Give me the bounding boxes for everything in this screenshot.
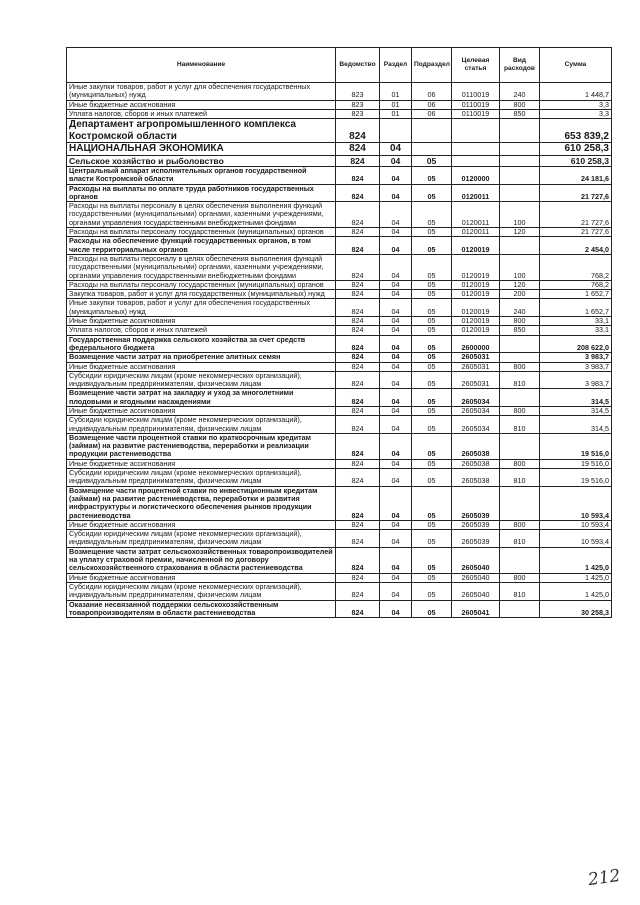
cell-type: 100 <box>500 202 540 228</box>
cell-dept: 824 <box>336 335 380 353</box>
cell-sub: 05 <box>412 317 452 326</box>
cell-sec: 04 <box>380 143 412 156</box>
cell-sum: 30 258,3 <box>540 600 612 618</box>
cell-type: 810 <box>500 416 540 434</box>
cell-name: Сельское хозяйство и рыболовство <box>67 155 336 166</box>
table-row <box>67 335 612 353</box>
cell-sub: 05 <box>412 416 452 434</box>
cell-sub: 05 <box>412 433 452 459</box>
table-row <box>67 469 612 487</box>
cell-sec: 04 <box>380 155 412 166</box>
cell-type: 200 <box>500 290 540 299</box>
cell-dept: 824 <box>336 353 380 362</box>
cell-target: 0110019 <box>452 109 500 118</box>
cell-type: 120 <box>500 280 540 289</box>
cell-target: 0120019 <box>452 290 500 299</box>
cell-dept: 824 <box>336 547 380 573</box>
table-row <box>67 184 612 202</box>
cell-name: Иные закупки товаров, работ и услуг для обеспечения государственных (муниципальных) нужд <box>67 299 336 317</box>
cell-sec: 04 <box>380 371 412 389</box>
table-row <box>67 83 612 101</box>
cell-target: 0120019 <box>452 237 500 255</box>
cell-target: 2605040 <box>452 573 500 582</box>
cell-target: 0110019 <box>452 100 500 109</box>
cell-sum: 21 727,6 <box>540 202 612 228</box>
cell-sub: 05 <box>412 254 452 280</box>
cell-name: Иные закупки товаров, работ и услуг для обеспечения государственных (муниципальных) нужд <box>67 83 336 101</box>
cell-type: 240 <box>500 83 540 101</box>
cell-target: 2605038 <box>452 459 500 468</box>
cell-sum: 1 652,7 <box>540 299 612 317</box>
cell-type <box>500 547 540 573</box>
cell-dept: 824 <box>336 119 380 143</box>
cell-target <box>452 119 500 143</box>
cell-dept: 824 <box>336 228 380 237</box>
cell-sum: 610 258,3 <box>540 143 612 156</box>
cell-name: Иные бюджетные ассигнования <box>67 362 336 371</box>
cell-sec: 01 <box>380 83 412 101</box>
cell-sec: 04 <box>380 406 412 415</box>
cell-sec: 04 <box>380 469 412 487</box>
cell-dept: 824 <box>336 143 380 156</box>
table-row <box>67 582 612 600</box>
cell-sec: 01 <box>380 100 412 109</box>
cell-sub: 05 <box>412 469 452 487</box>
cell-target: 0120019 <box>452 254 500 280</box>
cell-dept: 824 <box>336 317 380 326</box>
cell-sub: 05 <box>412 362 452 371</box>
cell-sec: 04 <box>380 362 412 371</box>
cell-target: 2605039 <box>452 530 500 548</box>
table-row <box>67 433 612 459</box>
cell-target: 2605034 <box>452 406 500 415</box>
cell-sum: 208 622,0 <box>540 335 612 353</box>
cell-dept: 824 <box>336 406 380 415</box>
cell-sub: 05 <box>412 155 452 166</box>
cell-sub: 05 <box>412 335 452 353</box>
cell-sum: 314,5 <box>540 416 612 434</box>
table-row <box>67 353 612 362</box>
table-row <box>67 119 612 143</box>
cell-sec: 04 <box>380 459 412 468</box>
cell-sub: 05 <box>412 530 452 548</box>
cell-sub: 06 <box>412 100 452 109</box>
cell-type: 810 <box>500 469 540 487</box>
cell-name: Центральный аппарат исполнительных органов государственной власти Костромской области <box>67 166 336 184</box>
cell-sec: 04 <box>380 254 412 280</box>
cell-type <box>500 600 540 618</box>
table-row <box>67 202 612 228</box>
cell-sub: 05 <box>412 389 452 407</box>
cell-sub: 05 <box>412 228 452 237</box>
cell-name: Иные бюджетные ассигнования <box>67 100 336 109</box>
cell-name: Оказание несвязанной поддержки сельскохозяйственным товаропроизводителям в области растениеводства <box>67 600 336 618</box>
cell-dept: 824 <box>336 299 380 317</box>
cell-target <box>452 143 500 156</box>
cell-name: Расходы на выплаты персоналу в целях обеспечения выполнения функций государственными (муниципальными) органами, казенными учреждениями, органами управления государственными внебюджетными фондами <box>67 202 336 228</box>
table-row <box>67 486 612 520</box>
cell-sec: 04 <box>380 166 412 184</box>
cell-dept: 824 <box>336 600 380 618</box>
cell-sec: 04 <box>380 184 412 202</box>
table-row <box>67 530 612 548</box>
header-target: Целевая статья <box>452 48 500 83</box>
header-name: Наименование <box>67 48 336 83</box>
cell-sum: 1 448,7 <box>540 83 612 101</box>
cell-target: 2605034 <box>452 416 500 434</box>
cell-sum: 768,2 <box>540 254 612 280</box>
cell-name: Расходы на выплаты по оплате труда работников государственных органов <box>67 184 336 202</box>
cell-dept: 824 <box>336 520 380 529</box>
cell-name: Возмещение части процентной ставки по краткосрочным кредитам (займам) на развитие растениеводства, переработки и реализации продукции растениеводства <box>67 433 336 459</box>
cell-name: Субсидии юридическим лицам (кроме некоммерческих организаций), индивидуальным предпринимателям, физическим лицам <box>67 582 336 600</box>
cell-dept: 823 <box>336 83 380 101</box>
cell-dept: 824 <box>336 416 380 434</box>
cell-target: 2605031 <box>452 371 500 389</box>
cell-sub: 05 <box>412 184 452 202</box>
cell-type: 800 <box>500 406 540 415</box>
cell-type: 120 <box>500 228 540 237</box>
cell-type: 800 <box>500 459 540 468</box>
cell-sub: 05 <box>412 459 452 468</box>
cell-name: Расходы на выплаты персоналу государственных (муниципальных) органов <box>67 228 336 237</box>
cell-name: НАЦИОНАЛЬНАЯ ЭКОНОМИКА <box>67 143 336 156</box>
table-row <box>67 237 612 255</box>
table-row <box>67 362 612 371</box>
cell-sec: 04 <box>380 433 412 459</box>
cell-sec: 04 <box>380 582 412 600</box>
cell-sub: 05 <box>412 547 452 573</box>
cell-sec: 04 <box>380 237 412 255</box>
cell-target: 2605039 <box>452 486 500 520</box>
cell-name: Возмещение части затрат на закладку и уход за многолетними плодовыми и ягодными насаждениями <box>67 389 336 407</box>
cell-type: 240 <box>500 299 540 317</box>
cell-sum: 19 516,0 <box>540 469 612 487</box>
cell-target: 0110019 <box>452 83 500 101</box>
cell-sum: 3,3 <box>540 109 612 118</box>
cell-type <box>500 155 540 166</box>
cell-dept: 824 <box>336 389 380 407</box>
table-row <box>67 109 612 118</box>
cell-type <box>500 237 540 255</box>
table-row <box>67 100 612 109</box>
header-sum: Сумма <box>540 48 612 83</box>
header-subsection: Подраздел <box>412 48 452 83</box>
cell-sum: 10 593,4 <box>540 486 612 520</box>
cell-sec: 04 <box>380 290 412 299</box>
cell-sum: 10 593,4 <box>540 530 612 548</box>
cell-name: Возмещение части процентной ставки по инвестиционным кредитам (займам) на развитие растениеводства, переработки и развития инфраструктуры и логистического обеспечения рынков продукции растениеводства <box>67 486 336 520</box>
cell-dept: 824 <box>336 280 380 289</box>
cell-sum: 610 258,3 <box>540 155 612 166</box>
cell-sec: 01 <box>380 109 412 118</box>
cell-dept: 823 <box>336 100 380 109</box>
cell-sum: 653 839,2 <box>540 119 612 143</box>
cell-sum: 314,5 <box>540 406 612 415</box>
cell-type <box>500 433 540 459</box>
cell-sec: 04 <box>380 530 412 548</box>
cell-sum: 3 983,7 <box>540 353 612 362</box>
cell-sum: 3,3 <box>540 100 612 109</box>
cell-name: Субсидии юридическим лицам (кроме некоммерческих организаций), индивидуальным предпринимателям, физическим лицам <box>67 371 336 389</box>
cell-sub <box>412 119 452 143</box>
cell-target: 2605031 <box>452 353 500 362</box>
cell-sum: 3 983,7 <box>540 371 612 389</box>
cell-target: 2605034 <box>452 389 500 407</box>
cell-dept: 824 <box>336 573 380 582</box>
cell-sub: 05 <box>412 166 452 184</box>
cell-target: 2600000 <box>452 335 500 353</box>
cell-dept: 824 <box>336 184 380 202</box>
cell-type <box>500 184 540 202</box>
cell-dept: 824 <box>336 237 380 255</box>
cell-sec: 04 <box>380 335 412 353</box>
cell-target: 2605031 <box>452 362 500 371</box>
cell-type <box>500 353 540 362</box>
cell-sub: 06 <box>412 109 452 118</box>
cell-dept: 824 <box>336 582 380 600</box>
cell-target <box>452 155 500 166</box>
cell-sub: 05 <box>412 299 452 317</box>
cell-sum: 1 425,0 <box>540 582 612 600</box>
cell-type: 850 <box>500 109 540 118</box>
cell-sec <box>380 119 412 143</box>
cell-dept: 824 <box>336 362 380 371</box>
cell-target: 2605038 <box>452 433 500 459</box>
cell-sec: 04 <box>380 547 412 573</box>
cell-sum: 19 516,0 <box>540 433 612 459</box>
cell-dept: 824 <box>336 155 380 166</box>
table-row <box>67 299 612 317</box>
cell-type <box>500 143 540 156</box>
cell-type <box>500 389 540 407</box>
cell-sum: 21 727,6 <box>540 228 612 237</box>
cell-sum: 2 454,0 <box>540 237 612 255</box>
cell-dept: 824 <box>336 290 380 299</box>
cell-target: 0120019 <box>452 326 500 335</box>
cell-name: Иные бюджетные ассигнования <box>67 573 336 582</box>
table-row <box>67 155 612 166</box>
cell-sec: 04 <box>380 280 412 289</box>
page-number: 212 <box>586 865 622 891</box>
budget-table <box>66 47 612 618</box>
table-row <box>67 254 612 280</box>
cell-name: Уплата налогов, сборов и иных платежей <box>67 326 336 335</box>
cell-name: Расходы на выплаты персоналу государственных (муниципальных) органов <box>67 280 336 289</box>
cell-name: Иные бюджетные ассигнования <box>67 317 336 326</box>
cell-sec: 04 <box>380 486 412 520</box>
cell-name: Иные бюджетные ассигнования <box>67 520 336 529</box>
cell-target: 2605041 <box>452 600 500 618</box>
cell-name: Департамент агропромышленного комплекса Костромской области <box>67 119 336 143</box>
cell-name: Субсидии юридическим лицам (кроме некоммерческих организаций), индивидуальным предпринимателям, физическим лицам <box>67 469 336 487</box>
cell-type: 800 <box>500 362 540 371</box>
cell-name: Уплата налогов, сборов и иных платежей <box>67 109 336 118</box>
cell-sec: 04 <box>380 600 412 618</box>
cell-type: 810 <box>500 371 540 389</box>
cell-target: 0120000 <box>452 166 500 184</box>
cell-sub: 05 <box>412 237 452 255</box>
cell-target: 2605038 <box>452 469 500 487</box>
cell-sum: 10 593,4 <box>540 520 612 529</box>
cell-sec: 04 <box>380 326 412 335</box>
cell-dept: 824 <box>336 371 380 389</box>
table-row <box>67 371 612 389</box>
cell-type <box>500 119 540 143</box>
cell-sub: 05 <box>412 202 452 228</box>
cell-dept: 824 <box>336 166 380 184</box>
cell-dept: 824 <box>336 433 380 459</box>
cell-sec: 04 <box>380 228 412 237</box>
cell-sec: 04 <box>380 520 412 529</box>
cell-target: 0120019 <box>452 280 500 289</box>
cell-sub: 05 <box>412 573 452 582</box>
cell-name: Закупка товаров, работ и услуг для государственных (муниципальных) нужд <box>67 290 336 299</box>
table-row <box>67 166 612 184</box>
cell-sec: 04 <box>380 202 412 228</box>
budget-table-sheet <box>66 47 611 618</box>
cell-type <box>500 486 540 520</box>
cell-sec: 04 <box>380 389 412 407</box>
cell-sub: 05 <box>412 353 452 362</box>
cell-sub: 06 <box>412 83 452 101</box>
cell-sec: 04 <box>380 353 412 362</box>
cell-sub: 05 <box>412 280 452 289</box>
cell-type <box>500 335 540 353</box>
cell-sec: 04 <box>380 416 412 434</box>
cell-dept: 824 <box>336 469 380 487</box>
cell-name: Возмещение части затрат сельскохозяйственных товаропроизводителей на уплату страховой премии, начисленной по договору сельскохозяйственного страхования в области растениеводства <box>67 547 336 573</box>
cell-type: 810 <box>500 530 540 548</box>
cell-sec: 04 <box>380 573 412 582</box>
cell-sum: 33,1 <box>540 326 612 335</box>
cell-sum: 1 652,7 <box>540 290 612 299</box>
cell-dept: 824 <box>336 486 380 520</box>
cell-name: Расходы на обеспечение функций государственных органов, в том числе территориальных органов <box>67 237 336 255</box>
cell-sub: 05 <box>412 600 452 618</box>
cell-sum: 3 983,7 <box>540 362 612 371</box>
cell-target: 0120011 <box>452 184 500 202</box>
cell-sec: 04 <box>380 299 412 317</box>
cell-sub <box>412 143 452 156</box>
cell-dept: 824 <box>336 254 380 280</box>
cell-type: 800 <box>500 317 540 326</box>
cell-name: Возмещение части затрат на приобретение элитных семян <box>67 353 336 362</box>
cell-name: Расходы на выплаты персоналу в целях обеспечения выполнения функций государственными (муниципальными) органами, казенными учреждениями, органами управления государственными внебюджетными фондами <box>67 254 336 280</box>
table-header-row <box>67 48 612 83</box>
cell-type: 100 <box>500 254 540 280</box>
cell-target: 0120019 <box>452 299 500 317</box>
table-row <box>67 143 612 156</box>
cell-dept: 823 <box>336 109 380 118</box>
cell-sub: 05 <box>412 326 452 335</box>
table-row <box>67 389 612 407</box>
table-row <box>67 416 612 434</box>
cell-type: 810 <box>500 582 540 600</box>
cell-sub: 05 <box>412 486 452 520</box>
cell-type: 800 <box>500 573 540 582</box>
cell-dept: 824 <box>336 202 380 228</box>
cell-name: Государственная поддержка сельского хозяйства за счет средств федерального бюджета <box>67 335 336 353</box>
cell-sum: 19 516,0 <box>540 459 612 468</box>
cell-sub: 05 <box>412 290 452 299</box>
cell-target: 2605039 <box>452 520 500 529</box>
cell-sum: 314,5 <box>540 389 612 407</box>
cell-name: Иные бюджетные ассигнования <box>67 406 336 415</box>
cell-dept: 824 <box>336 326 380 335</box>
cell-sum: 1 425,0 <box>540 573 612 582</box>
cell-sec: 04 <box>380 317 412 326</box>
cell-dept: 824 <box>336 459 380 468</box>
cell-name: Субсидии юридическим лицам (кроме некоммерческих организаций), индивидуальным предпринимателям, физическим лицам <box>67 416 336 434</box>
cell-type: 800 <box>500 100 540 109</box>
cell-target: 0120011 <box>452 228 500 237</box>
cell-sum: 33,1 <box>540 317 612 326</box>
table-row <box>67 326 612 335</box>
cell-sum: 1 425,0 <box>540 547 612 573</box>
cell-sub: 05 <box>412 520 452 529</box>
cell-name: Иные бюджетные ассигнования <box>67 459 336 468</box>
cell-sum: 768,2 <box>540 280 612 289</box>
cell-type <box>500 166 540 184</box>
cell-type: 850 <box>500 326 540 335</box>
cell-sum: 21 727,6 <box>540 184 612 202</box>
cell-sum: 24 181,6 <box>540 166 612 184</box>
cell-name: Субсидии юридическим лицам (кроме некоммерческих организаций), индивидуальным предпринимателям, физическим лицам <box>67 530 336 548</box>
cell-sub: 05 <box>412 406 452 415</box>
cell-type: 800 <box>500 520 540 529</box>
header-section: Раздел <box>380 48 412 83</box>
table-row <box>67 600 612 618</box>
cell-target: 0120019 <box>452 317 500 326</box>
cell-dept: 824 <box>336 530 380 548</box>
cell-sub: 05 <box>412 582 452 600</box>
cell-target: 2605040 <box>452 582 500 600</box>
header-dept: Ведомство <box>336 48 380 83</box>
cell-sub: 05 <box>412 371 452 389</box>
cell-target: 0120011 <box>452 202 500 228</box>
table-row <box>67 547 612 573</box>
cell-target: 2605040 <box>452 547 500 573</box>
header-type: Вид расходов <box>500 48 540 83</box>
